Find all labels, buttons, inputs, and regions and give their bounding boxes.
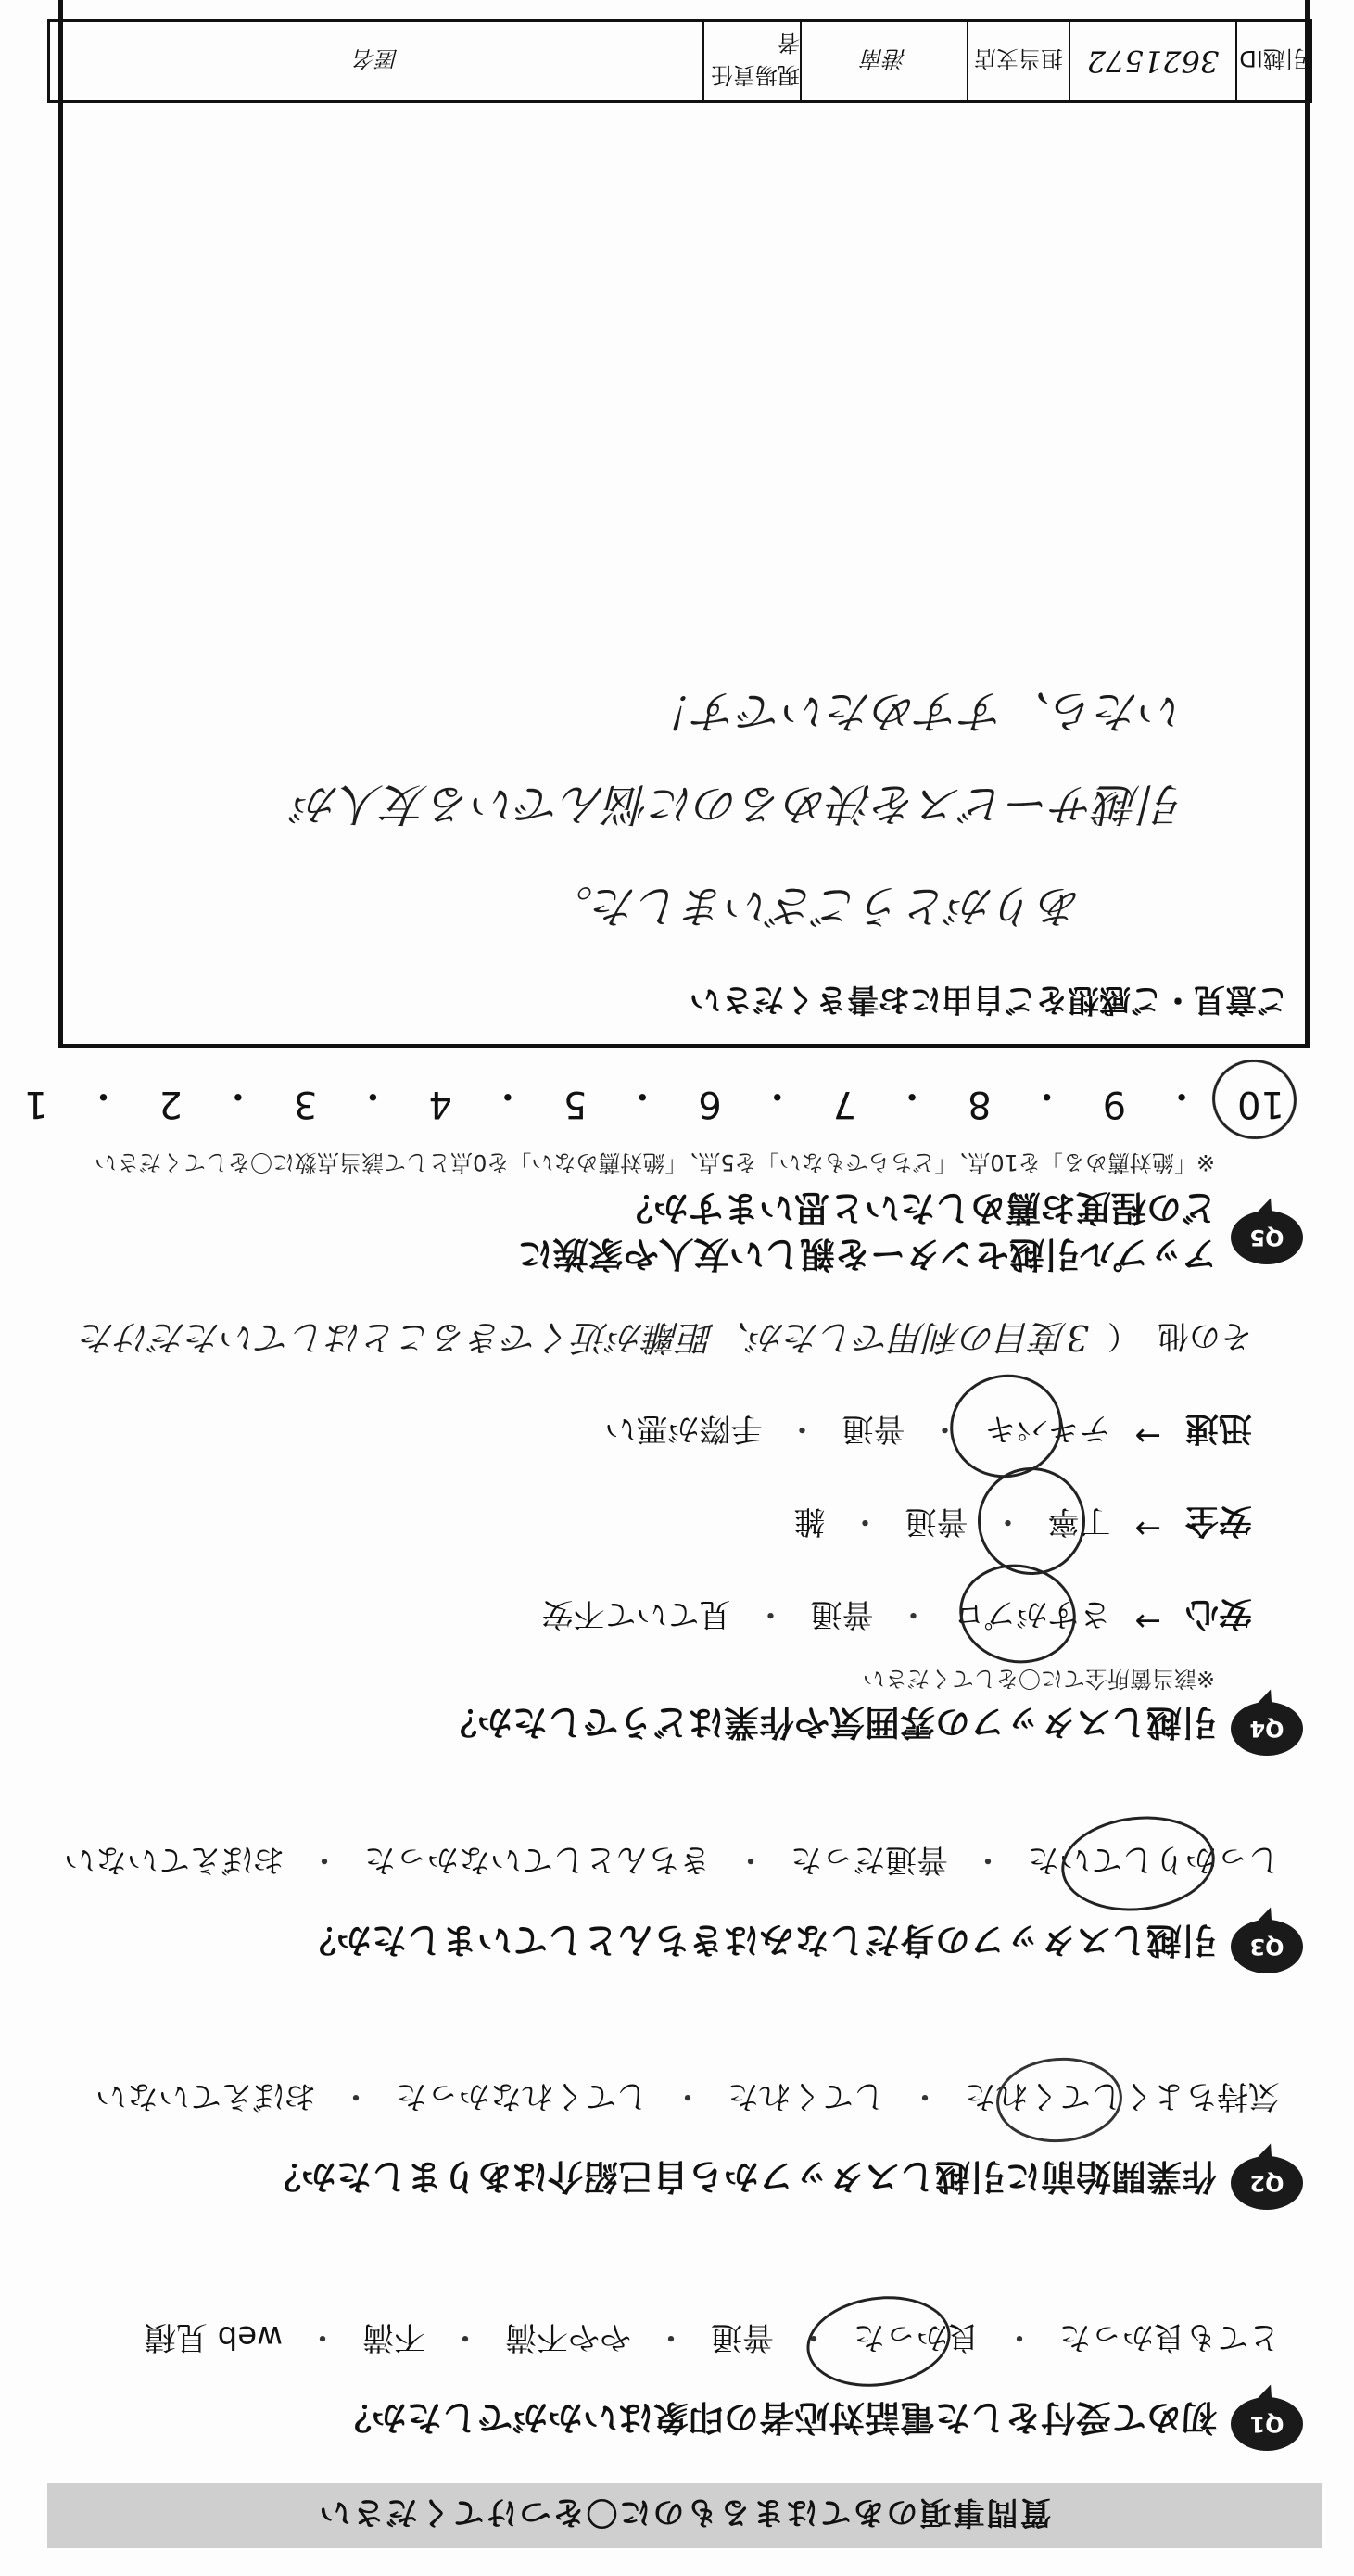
q2-option-2[interactable]: してくれた [728, 2077, 885, 2114]
q5-score-2[interactable]: 2 [158, 1083, 183, 1125]
q4-row-anshin-option-2[interactable]: 普通 [810, 1595, 874, 1632]
q1-option-2[interactable]: 良かった [854, 2318, 980, 2355]
q1-option-6[interactable]: web 見積 [144, 2318, 283, 2355]
comment-title: ご意見・ご感想をご自由にお書きください [690, 981, 1288, 1018]
q2-option-3[interactable]: してくれなかった [396, 2077, 648, 2114]
q5-question-line1: アップル引越センターを親しい友人や家族に [517, 1234, 1217, 1275]
q5-score-1[interactable]: 1 [24, 1083, 48, 1125]
q5-question-line2: どの程度お薦めしたいと思いますか？ [617, 1187, 1217, 1228]
q4-row-anshin-option-3[interactable]: 見ていて不安 [541, 1595, 731, 1632]
q1-option-5[interactable]: 不満 [362, 2318, 425, 2355]
q3-selection-circle [1057, 1809, 1220, 1919]
q2-option-1[interactable]: 気持ちよくしてくれた [965, 2077, 1280, 2114]
q4-row-anshin-arrow: → [1134, 1603, 1161, 1640]
q4-jinsoku-selection-circle [941, 1364, 1071, 1489]
comment-box [58, 0, 1310, 1048]
q4-other-paren: （ [1107, 1317, 1139, 1354]
comment-line-3: いたら、すすめたいです！ [650, 685, 1184, 737]
q2-options: 気持ちよくしてくれた ・ してくれた ・ してくれなかった ・ おぼえていない [95, 2076, 1280, 2122]
q4-row-jinsoku: 迅速 → テキパキ ・ 普通 ・ 手際が悪い [604, 1409, 1252, 1454]
q2-badge: Q2 [1231, 2156, 1303, 2210]
q5-score-4[interactable]: 4 [428, 1083, 452, 1125]
q5-score-10[interactable]: 10 [1237, 1083, 1284, 1125]
q4-row-anzen-option-3[interactable]: 雑 [793, 1503, 826, 1540]
staff-table [47, 19, 1312, 103]
q2-question: 作業開始前に引越しスタッフから自己紹介はありましたか？ [265, 2156, 1217, 2197]
q3-option-3[interactable]: きちんとしていなかった [364, 1841, 711, 1878]
q3-option-1[interactable]: しっかりしていた [1028, 1841, 1280, 1878]
q4-row-jinsoku-label: 迅速 [1184, 1409, 1252, 1447]
q5-note: ※「絶対薦める」を10点、「どちらでもない」を5点、「絶対薦めない」を0点として該当点数に〇をしてください [95, 1149, 1215, 1175]
id-label: 引越ID [1235, 22, 1310, 100]
q5-score-5[interactable]: 5 [563, 1083, 588, 1125]
q4-other-handwritten: 3度目の利用でしたが、距離が近くできることはしていただけた [80, 1317, 1089, 1358]
q5-scale: 10 ・ 9 ・ 8 ・ 7 ・ 6 ・ 5 ・ 4 ・ 3 ・ 2 ・ 1 [24, 1074, 1284, 1125]
q3-option-4[interactable]: おぼえていない [64, 1841, 285, 1878]
instructions-banner: 質問事項のあてはまるものに〇をつけてください [47, 2483, 1322, 2548]
leader-label: 現場責任者 [702, 22, 800, 100]
leader-value: 匿名 [354, 45, 399, 72]
q5-badge: Q5 [1231, 1211, 1303, 1264]
q1-selection-circle [801, 2288, 956, 2396]
comment-line-1: ありがとうございました。 [548, 880, 1082, 932]
q4-row-anzen-arrow: → [1134, 1510, 1161, 1547]
q4-row-anzen-option-2[interactable]: 普通 [905, 1503, 968, 1540]
q1-option-4[interactable]: やや不満 [505, 2318, 631, 2355]
q1-badge: Q1 [1231, 2397, 1303, 2451]
branch-value: 港南 [800, 22, 967, 100]
comment-line-2: 引越サービスを決めるのに悩んでいる友人が [294, 778, 1184, 830]
q5-score-9[interactable]: 9 [1102, 1083, 1127, 1125]
q4-row-anzen-label: 安全 [1184, 1502, 1252, 1540]
q5-selection-circle [1207, 1054, 1301, 1145]
q3-options: しっかりしていた ・ 普通だった ・ きちんとしていなかった ・ おぼえていない [64, 1840, 1280, 1885]
id-value: 3621572 [1069, 22, 1235, 100]
q2-option-4[interactable]: おぼえていない [95, 2077, 316, 2114]
q4-row-jinsoku-option-3[interactable]: 手際が悪い [604, 1410, 763, 1447]
q1-question: 初めて受付をした電話対応者の印象はいかがでしたか？ [335, 2397, 1217, 2438]
q4-row-anshin-option-1[interactable]: さすがプロ [953, 1595, 1111, 1632]
q1-option-3[interactable]: 普通 [711, 2318, 774, 2355]
q4-row-jinsoku-arrow: → [1134, 1417, 1161, 1454]
q5-score-8[interactable]: 8 [968, 1083, 992, 1125]
q4-row-anshin: 安心 → さすがプロ ・ 普通 ・ 見ていて不安 [541, 1594, 1252, 1640]
q3-question: 引越しスタッフの身だしなみはきちんとしていましたか？ [300, 1920, 1217, 1961]
q4-other-label: その他 [1158, 1317, 1252, 1354]
q4-row-anshin-label: 安心 [1184, 1594, 1252, 1632]
q5-score-6[interactable]: 6 [698, 1083, 722, 1125]
q4-row-anzen-option-1[interactable]: 丁寧 [1047, 1503, 1111, 1540]
q4-badge: Q4 [1231, 1702, 1303, 1756]
q4-other-row [81, 1315, 1252, 1366]
q4-question: 引越しスタッフの雰囲気や作業はどうでしたか？ [441, 1702, 1217, 1743]
q4-row-jinsoku-option-2[interactable]: 普通 [842, 1410, 905, 1447]
q4-note: ※該当箇所全てに〇をしてください [862, 1666, 1215, 1692]
branch-label: 担当支店 [967, 22, 1069, 100]
q1-options: とても良かった ・ 良かった ・ 普通 ・ やや不満 ・ 不満 ・ web 見積 [145, 2317, 1280, 2363]
q5-score-3[interactable]: 3 [293, 1083, 318, 1125]
q4-row-anzen: 安全 → 丁寧 ・ 普通 ・ 雑 [793, 1502, 1252, 1547]
q4-row-jinsoku-option-1[interactable]: テキパキ [984, 1410, 1111, 1447]
q3-option-2[interactable]: 普通だった [791, 1841, 948, 1878]
q2-selection-circle [993, 2053, 1125, 2146]
q1-option-1[interactable]: とても良かった [1059, 2318, 1280, 2355]
q5-score-7[interactable]: 7 [832, 1083, 857, 1125]
q3-badge: Q3 [1231, 1920, 1303, 1973]
